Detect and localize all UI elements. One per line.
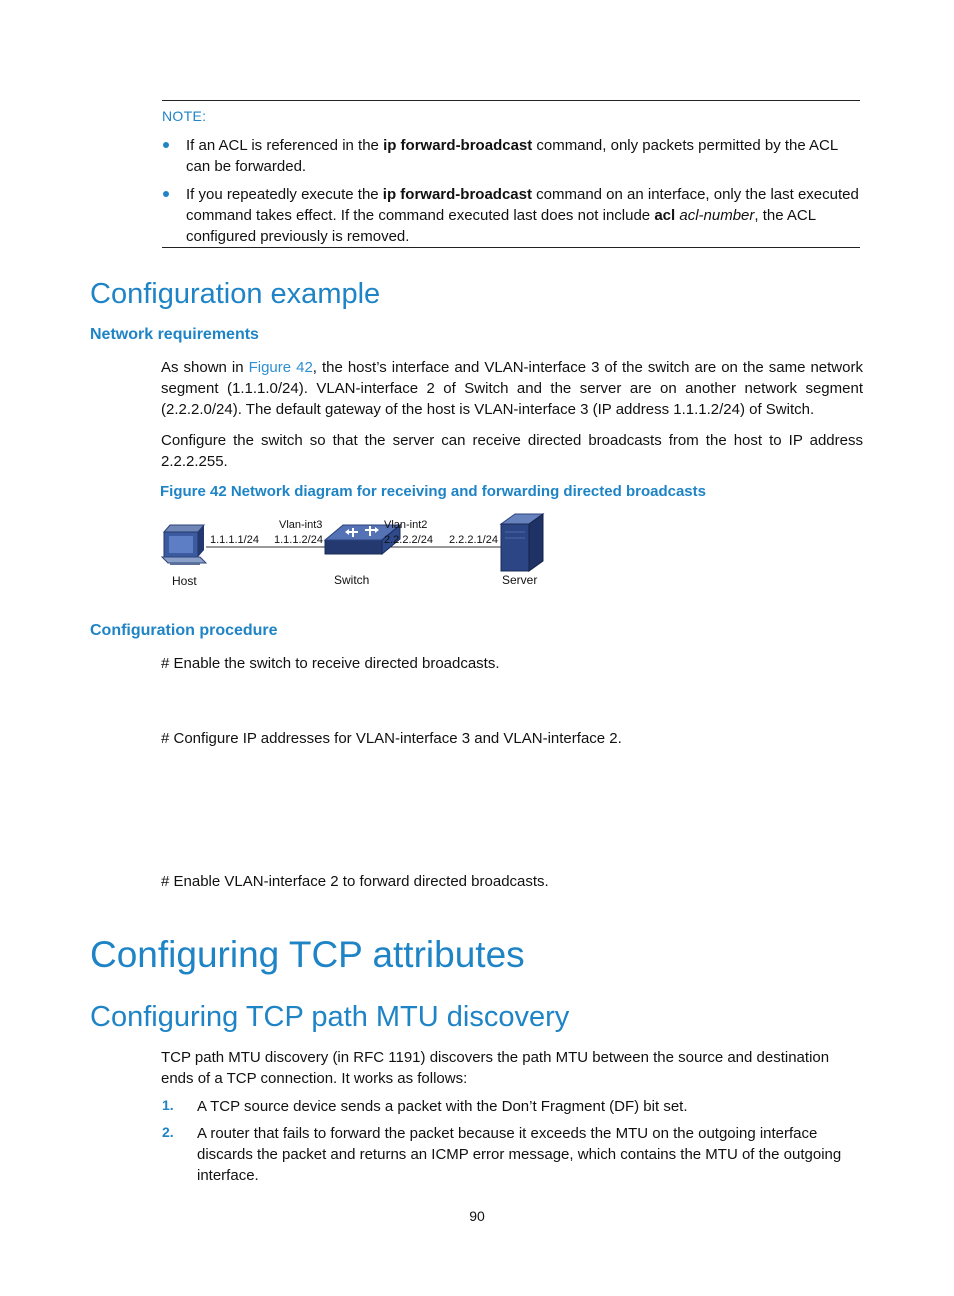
host-ip-label: 1.1.1.1/24 [210,534,259,546]
vlan-int3-ip-label: 1.1.1.2/24 [274,534,323,546]
server-icon [501,514,543,571]
note-bullet [163,142,169,148]
page-number: 90 [469,1208,485,1224]
step-text: A TCP source device sends a packet with the Don’t Fragment (DF) bit set. [197,1098,688,1115]
p1-post: , the host’s interface and VLAN-interface 3 of the switch are on the same network segment (1.1.1.0/24). VLAN-interface 2 of Switch and the server are on another network segment (2.2.2.0/24). The default gateway of the host is VLAN-interface 3 (IP address 1.1.1.2/24) of Switch. [161,359,863,418]
switch-label: Switch [334,573,370,587]
server-ip-label: 2.2.2.1/24 [449,534,498,546]
network-diagram [160,510,560,592]
procedure-step-2: # Configure IP addresses for VLAN-interface 3 and VLAN-interface 2. [161,730,622,747]
note-top-rule [162,100,860,101]
note-item-1-pre: If an ACL is referenced in the [186,137,384,154]
note-bullet [163,191,169,197]
subheading-configuration-procedure: Configuration procedure [90,622,278,639]
section-heading-configuration-example: Configuration example [90,278,381,310]
step-number: 1. [162,1097,174,1113]
note-item-2-post: , the ACL configured previously is removed. [186,207,816,245]
command-ip-forward-broadcast: ip forward-broadcast [383,137,533,154]
command-ip-forward-broadcast: ip forward-broadcast [382,186,532,203]
vlan-int2-label: Vlan-int2 [384,519,428,531]
note-item-2-mid: command on an interface, only the last executed command takes effect. If the command executed last does not include [186,186,859,224]
keyword-acl: acl [654,207,676,224]
host-computer-icon [162,525,206,565]
tcp-intro-paragraph: TCP path MTU discovery (in RFC 1191) discovers the path MTU between the source and destination ends of a TCP connection. It works as follows: [161,1049,830,1087]
network-requirements-paragraph-2: Configure the switch so that the server can receive directed broadcasts from the host to IP address 2.2.2.255. [161,432,863,470]
figure-caption: Figure 42 Network diagram for receiving and forwarding directed broadcasts [160,483,706,500]
step-number: 2. [162,1124,174,1140]
note-item-1 [186,135,861,177]
note-label: NOTE: [162,108,207,124]
step-text: A router that fails to forward the packet because it exceeds the MTU on the outgoing interface discards the packet and returns an ICMP error message, which contains the MTU of the outgoing interface. [197,1125,842,1184]
host-label: Host [172,574,197,588]
argument-acl-number: acl-number [679,207,755,224]
network-requirements-paragraph-1 [161,357,863,420]
vlan-int3-label: Vlan-int3 [279,519,323,531]
subheading-network-requirements: Network requirements [90,326,259,343]
procedure-step-1: # Enable the switch to receive directed broadcasts. [161,655,500,672]
chapter-title: Configuring TCP attributes [90,934,525,975]
vlan-int2-ip-label: 2.2.2.2/24 [384,534,433,546]
note-item-2-pre: If you repeatedly execute the [186,186,383,203]
section-heading-tcp-path-mtu: Configuring TCP path MTU discovery [90,1001,570,1033]
p1-pre: As shown in [161,359,249,376]
server-label: Server [502,573,538,587]
procedure-step-3: # Enable VLAN-interface 2 to forward directed broadcasts. [161,873,549,890]
note-bottom-rule [162,247,860,248]
figure-42-link[interactable]: Figure 42 [248,359,313,376]
note-item-1-post: command, only packets permitted by the ACL can be forwarded. [186,137,838,175]
note-item-2 [186,184,861,247]
